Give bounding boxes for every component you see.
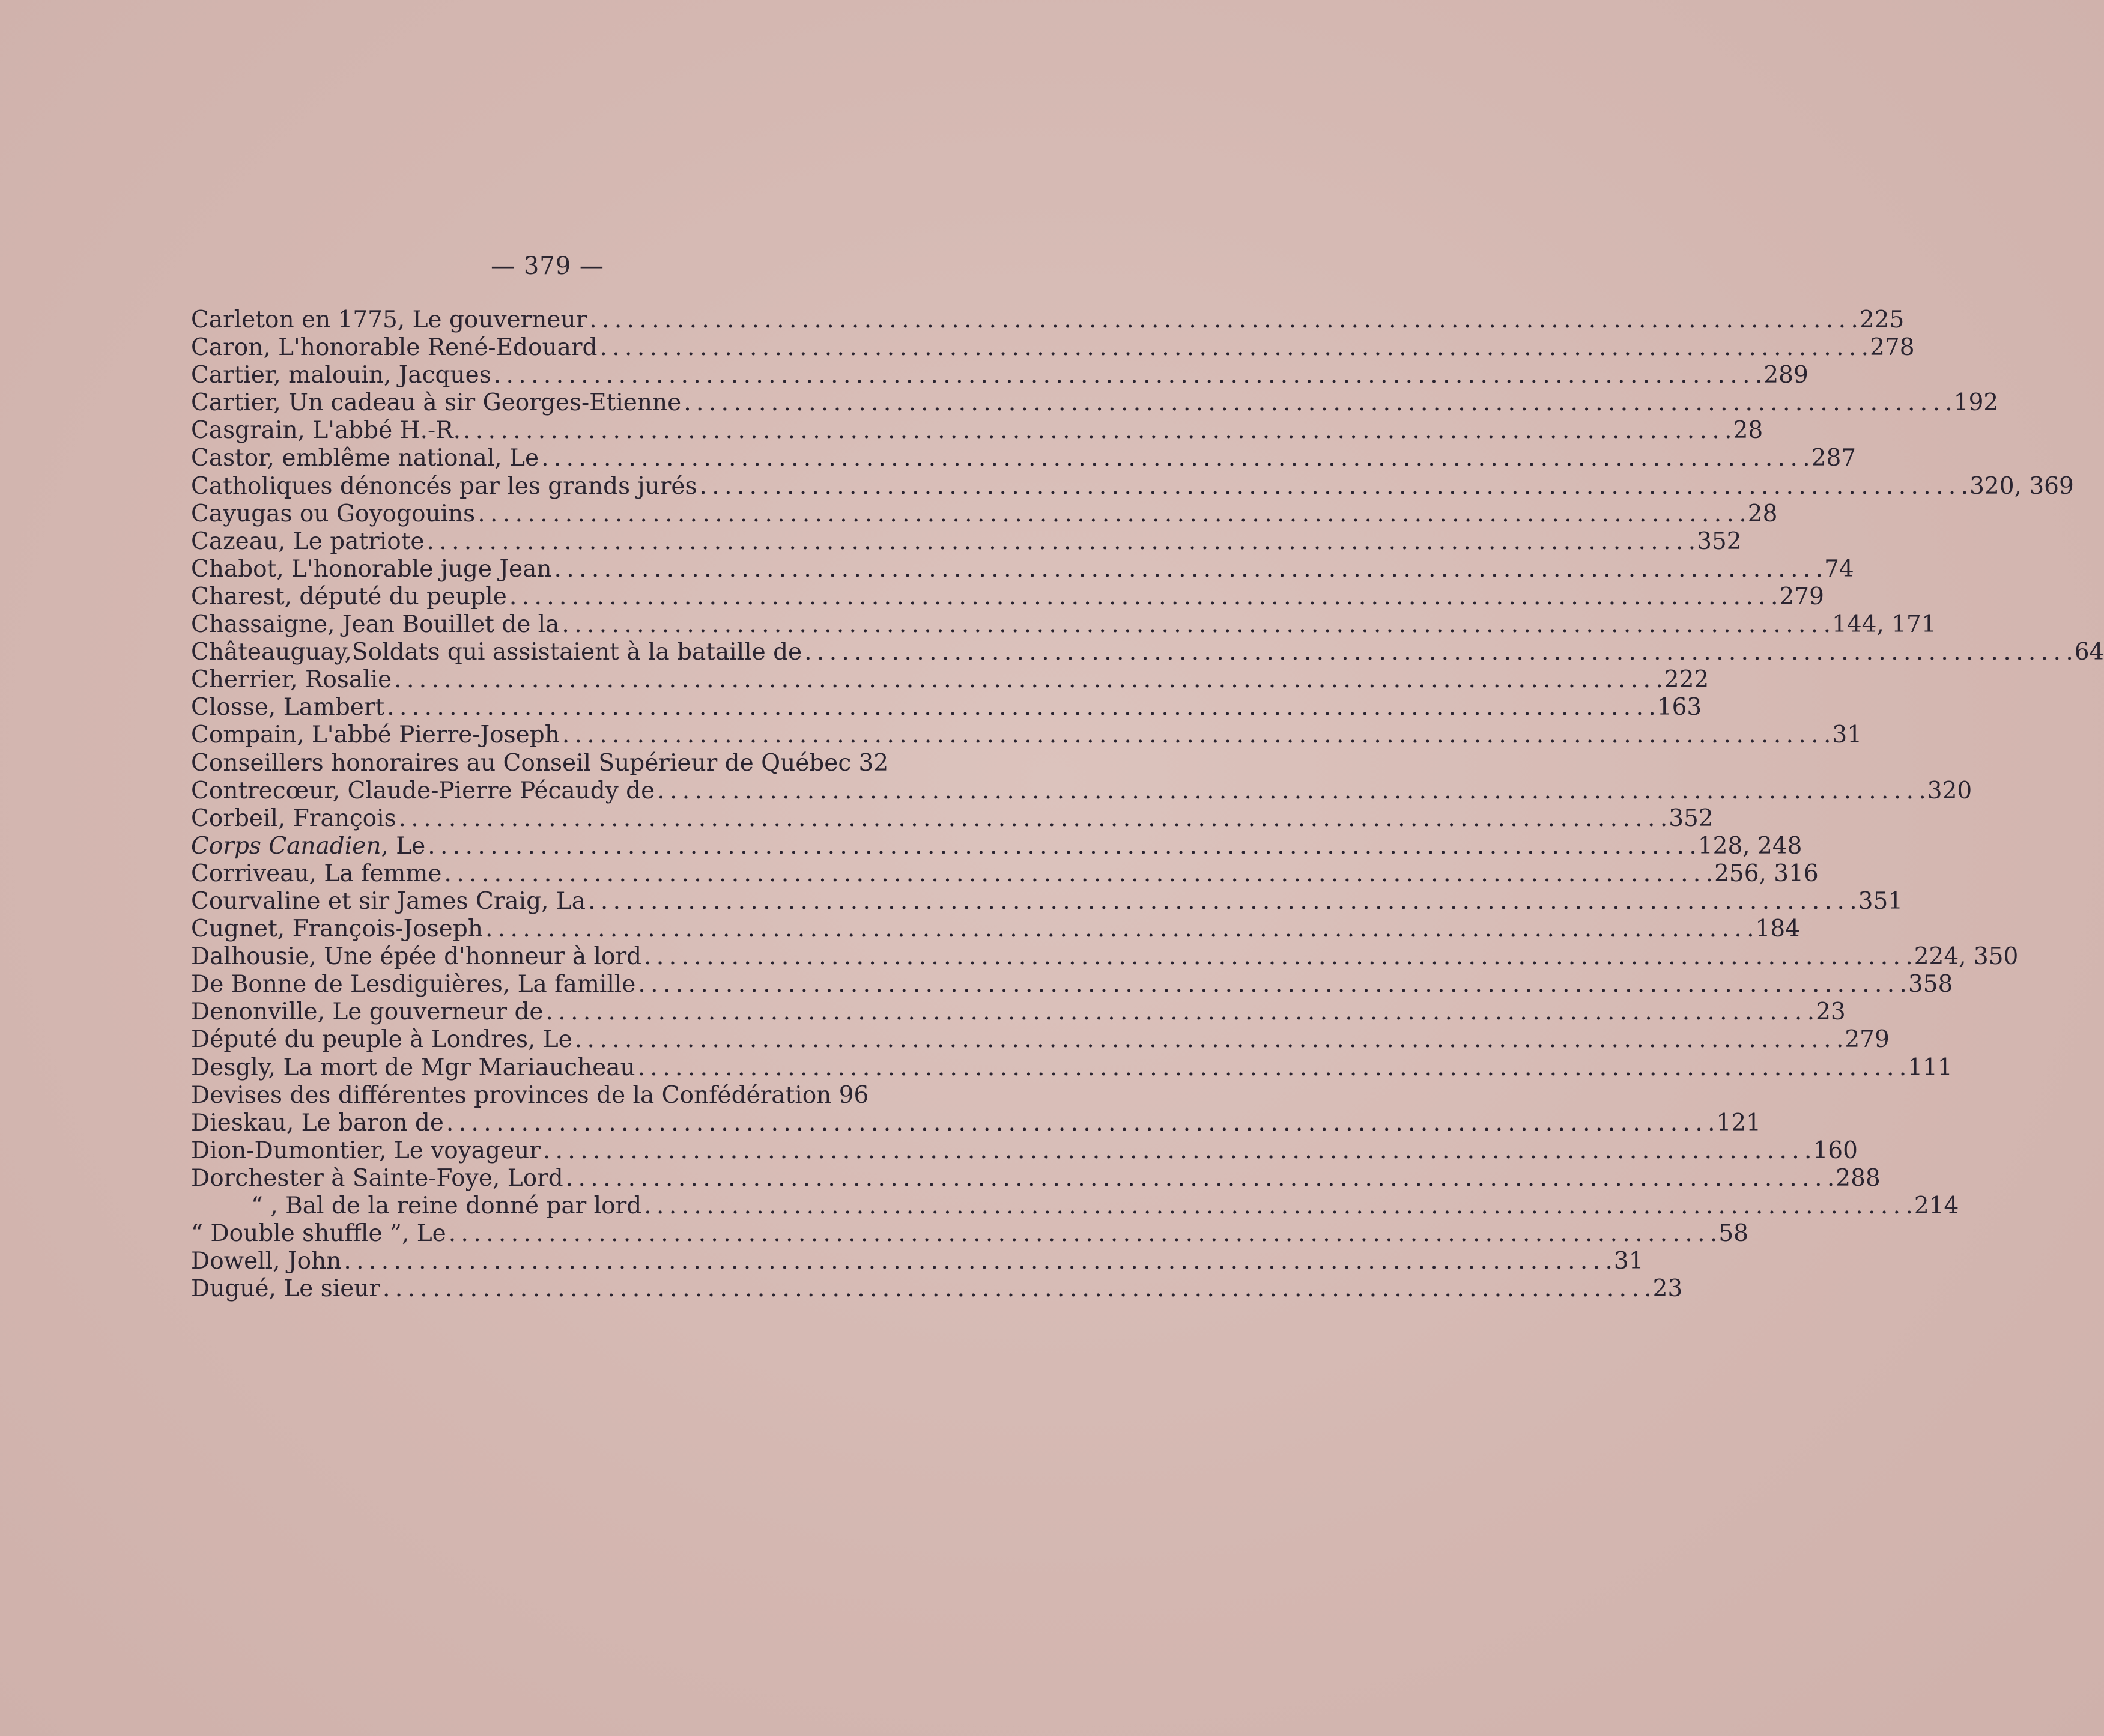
dot-leader (638, 971, 1906, 998)
index-entry (191, 639, 2104, 666)
entry-page: 214 (1914, 1192, 1959, 1219)
index-entry (191, 1275, 1683, 1303)
entry-page: 352 (1697, 527, 1742, 555)
entry-label: Châteauguay,Soldats qui assistaient à la bataille de (191, 639, 802, 666)
entry-label: “ , Bal de la reine donné par lord (251, 1192, 642, 1219)
index-entry (191, 1192, 1959, 1220)
entry-label: Cayugas ou Goyogouins (191, 500, 476, 527)
index-entry (191, 527, 1742, 556)
entry-page: 144, 171 (1832, 611, 1936, 639)
index-entry (191, 694, 1702, 721)
entry-label: Devises des différentes provinces de la Confédération 96 (191, 1081, 869, 1109)
dot-leader (554, 556, 1822, 583)
dot-leader (446, 1109, 1714, 1137)
index-entry (191, 334, 1915, 362)
entry-label: Cazeau, Le patriote (191, 527, 425, 555)
dot-leader (644, 1192, 1912, 1220)
entry-label: Carleton en 1775, Le gouverneur (191, 306, 587, 333)
dot-leader (566, 1165, 1834, 1192)
index-entry (191, 666, 1709, 694)
entry-label: Casgrain, L'abbé H.-R. (191, 417, 461, 445)
dot-leader (599, 334, 1867, 362)
entry-label: Corriveau, La femme (191, 860, 442, 887)
entry-label: Dion-Dumontier, Le voyageur (191, 1137, 541, 1164)
index-entry (191, 1220, 1748, 1248)
entry-label: Dorchester à Sainte-Foye, Lord (191, 1164, 563, 1192)
index-entry (191, 362, 1808, 389)
entry-page: 289 (1763, 362, 1808, 389)
entry-page: 256, 316 (1714, 860, 1819, 887)
index-entry (191, 1164, 1881, 1192)
entry-page: 351 (1858, 887, 1903, 915)
entry-page: 287 (1811, 445, 1857, 472)
entry-page: 111 (1908, 1054, 1953, 1081)
entry-page: 23 (1652, 1275, 1683, 1303)
dot-leader (463, 417, 1731, 445)
index-entry (191, 472, 2074, 500)
entry-label: Desgly, La mort de Mgr Mariaucheau (191, 1054, 635, 1081)
entry-page: 58 (1718, 1220, 1748, 1248)
dot-leader (562, 611, 1830, 639)
dot-leader (657, 777, 1925, 805)
index-entry (191, 583, 1824, 611)
entry-page: 278 (1870, 334, 1915, 362)
index-entry (191, 1248, 1644, 1275)
index-entry (191, 1081, 869, 1109)
entry-label: Compain, L'abbé Pierre-Joseph (191, 721, 560, 749)
entry-page: 279 (1779, 583, 1824, 610)
dot-leader (684, 389, 1951, 417)
entry-page: 224, 350 (1914, 943, 2019, 971)
dot-leader (485, 915, 1753, 943)
entry-page: 128, 248 (1697, 832, 1802, 860)
index-entry (191, 943, 2019, 971)
entry-label: Dalhousie, Une épée d'honneur à lord (191, 943, 642, 971)
entry-page: 31 (1613, 1248, 1644, 1275)
index-entry (191, 832, 1802, 860)
index-entry (191, 915, 1800, 943)
dot-leader (644, 943, 1912, 971)
entry-page: 64 (2074, 639, 2104, 666)
dot-leader (546, 998, 1814, 1026)
dot-leader (477, 500, 1745, 528)
entry-label: Cugnet, François-Joseph (191, 915, 483, 943)
dot-leader (394, 666, 1662, 694)
dot-leader (387, 694, 1655, 721)
dot-leader (399, 805, 1667, 833)
dot-leader (509, 583, 1777, 611)
entry-page: 358 (1908, 971, 1953, 998)
index-entry (191, 971, 1953, 998)
entry-label: Cherrier, Rosalie (191, 666, 392, 694)
entry-label: Cartier, Un cadeau à sir Georges-Etienne (191, 389, 682, 417)
index-list (191, 306, 2104, 1303)
entry-page: 121 (1716, 1109, 1761, 1137)
entry-page: 279 (1845, 1026, 1890, 1054)
dot-leader (428, 833, 1696, 860)
entry-label: Dugué, Le sieur (191, 1275, 381, 1303)
entry-page: 288 (1836, 1164, 1881, 1192)
index-entry (191, 1137, 1858, 1165)
index-entry (191, 306, 1905, 334)
entry-label: Courvaline et sir James Craig, La (191, 887, 586, 915)
dot-leader (541, 445, 1809, 472)
entry-page: 225 (1859, 306, 1905, 333)
entry-label: Député du peuple à Londres, Le (191, 1026, 572, 1054)
index-entry (191, 1026, 1890, 1054)
entry-label: Charest, député du peuple (191, 583, 507, 610)
index-entry (191, 611, 1936, 639)
index-entry (191, 998, 1846, 1026)
dot-leader (638, 1054, 1906, 1082)
entry-page: 184 (1755, 915, 1800, 943)
entry-label: Chabot, L'honorable juge Jean (191, 555, 552, 583)
entry-page: 352 (1669, 804, 1714, 832)
index-entry (191, 389, 1999, 417)
dot-leader (804, 639, 2072, 666)
dot-leader (449, 1220, 1717, 1248)
entry-page: 222 (1664, 666, 1709, 694)
dot-leader (589, 306, 1857, 334)
dot-leader (543, 1137, 1811, 1165)
index-entry (191, 445, 1857, 472)
entry-label: Corbeil, François (191, 804, 396, 832)
entry-label: Closse, Lambert (191, 694, 385, 721)
entry-label: Dowell, John (191, 1248, 342, 1275)
entry-label: Conseillers honoraires au Conseil Supérieur de Québec 32 (191, 749, 889, 777)
index-entry (191, 555, 1854, 583)
entry-label: Dieskau, Le baron de (191, 1109, 444, 1137)
page-number: — 379 — (491, 252, 604, 280)
entry-page: 74 (1824, 555, 1854, 583)
entry-label: De Bonne de Lesdiguières, La famille (191, 971, 636, 998)
index-entry (191, 500, 1778, 528)
entry-page: 28 (1733, 417, 1763, 445)
entry-page: 320 (1927, 777, 1972, 804)
dot-leader (344, 1248, 1611, 1275)
index-entry (191, 749, 889, 777)
dot-leader (383, 1275, 1651, 1303)
index-entry (191, 417, 1763, 445)
index-entry (191, 860, 1819, 888)
dot-leader (575, 1026, 1843, 1054)
dot-leader (494, 362, 1762, 389)
index-entry (191, 777, 1972, 805)
index-entry (191, 1109, 1761, 1137)
entry-page: 23 (1816, 998, 1846, 1026)
index-entry (191, 804, 1714, 833)
entry-label: Caron, L'honorable René-Edouard (191, 334, 598, 362)
entry-label: Cartier, malouin, Jacques (191, 362, 491, 389)
entry-label: “ Double shuffle ”, Le (191, 1220, 446, 1248)
entry-label: Contrecœur, Claude-Pierre Pécaudy de (191, 777, 655, 804)
entry-page: 28 (1747, 500, 1778, 527)
dot-leader (427, 528, 1695, 556)
entry-page: 192 (1953, 389, 1999, 417)
entry-page: 31 (1832, 721, 1863, 749)
dot-leader (562, 721, 1830, 749)
index-entry (191, 721, 1863, 749)
entry-label: Corps Canadien, Le (191, 832, 426, 860)
entry-label-italic: Corps Canadien (191, 832, 381, 860)
entry-page: 160 (1813, 1137, 1858, 1164)
index-entry (191, 1054, 1953, 1082)
entry-page: 320, 369 (1969, 472, 2074, 500)
dot-leader (700, 473, 1968, 500)
entry-page: 163 (1657, 694, 1702, 721)
dot-leader (588, 888, 1856, 915)
entry-label: Chassaigne, Jean Bouillet de la (191, 611, 560, 639)
dot-leader (444, 860, 1712, 888)
entry-label: Castor, emblême national, Le (191, 445, 539, 472)
index-entry (191, 887, 1903, 915)
entry-label: Catholiques dénoncés par les grands jurés (191, 472, 697, 500)
entry-label: Denonville, Le gouverneur de (191, 998, 544, 1026)
